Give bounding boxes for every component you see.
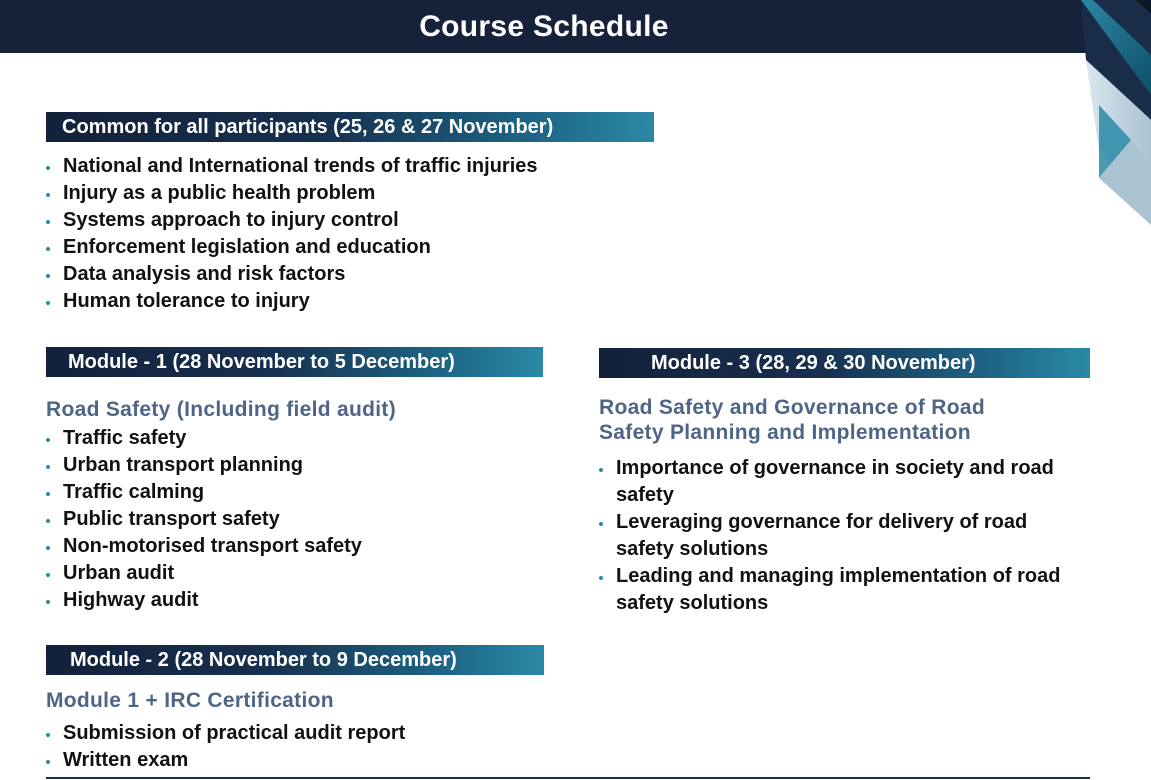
bullet-icon [46, 546, 50, 550]
list-item: Injury as a public health problem [46, 180, 606, 207]
bullet-icon [46, 247, 50, 251]
list-item: Urban audit [46, 560, 546, 587]
module1-list [46, 425, 546, 614]
bullet-icon [46, 220, 50, 224]
list-item: Highway audit [46, 587, 546, 614]
common-banner-text: Common for all participants (25, 26 & 27 November) [62, 115, 554, 138]
module2-banner-text: Module - 2 (28 November to 9 December) [70, 648, 457, 671]
list-item: Traffic safety [46, 425, 546, 452]
module2-subtitle: Module 1 + IRC Certification [46, 689, 334, 712]
module2-list [46, 720, 546, 774]
list-item: Enforcement legislation and education [46, 234, 606, 261]
bullet-icon [46, 438, 50, 442]
bottom-divider [46, 777, 1090, 779]
bullet-icon [599, 576, 603, 580]
module3-banner [599, 348, 1090, 378]
bullet-icon [46, 760, 50, 764]
bullet-icon [46, 492, 50, 496]
bullet-icon [599, 522, 603, 526]
module3-banner-text: Module - 3 (28, 29 & 30 November) [651, 351, 976, 374]
bullet-icon [46, 274, 50, 278]
bullet-icon [46, 166, 50, 170]
list-item: Public transport safety [46, 506, 546, 533]
module1-subtitle: Road Safety (Including field audit) [46, 398, 397, 421]
list-item: Traffic calming [46, 479, 546, 506]
list-item: Human tolerance to injury [46, 288, 606, 315]
list-item: Written exam [46, 747, 546, 774]
decorative-corner-graphic [1081, 0, 1151, 225]
bullet-icon [599, 468, 603, 472]
list-item: Leading and managing implementation of road safety solutions [599, 563, 1119, 617]
bullet-icon [46, 573, 50, 577]
bullet-icon [46, 465, 50, 469]
list-item: Data analysis and risk factors [46, 261, 606, 288]
bullet-icon [46, 600, 50, 604]
list-item: Importance of governance in society and road safety [599, 455, 1119, 509]
page-title: Course Schedule [419, 9, 669, 43]
common-list [46, 153, 606, 315]
module3-list [599, 455, 1119, 617]
module2-banner [46, 645, 544, 675]
list-item: Non-motorised transport safety [46, 533, 546, 560]
list-item: Leveraging governance for delivery of road safety solutions [599, 509, 1119, 563]
title-bar [0, 0, 1088, 53]
list-item: Systems approach to injury control [46, 207, 606, 234]
module3-subtitle-line2: Safety Planning and Implementation [599, 421, 971, 444]
module1-banner [46, 347, 543, 377]
list-item: Submission of practical audit report [46, 720, 546, 747]
list-item: Urban transport planning [46, 452, 546, 479]
bullet-icon [46, 733, 50, 737]
module3-subtitle [599, 395, 985, 445]
bullet-icon [46, 519, 50, 523]
module1-banner-text: Module - 1 (28 November to 5 December) [68, 350, 455, 373]
common-banner [46, 112, 654, 142]
bullet-icon [46, 301, 50, 305]
bullet-icon [46, 193, 50, 197]
module3-subtitle-line1: Road Safety and Governance of Road [599, 396, 985, 419]
list-item: National and International trends of traffic injuries [46, 153, 606, 180]
